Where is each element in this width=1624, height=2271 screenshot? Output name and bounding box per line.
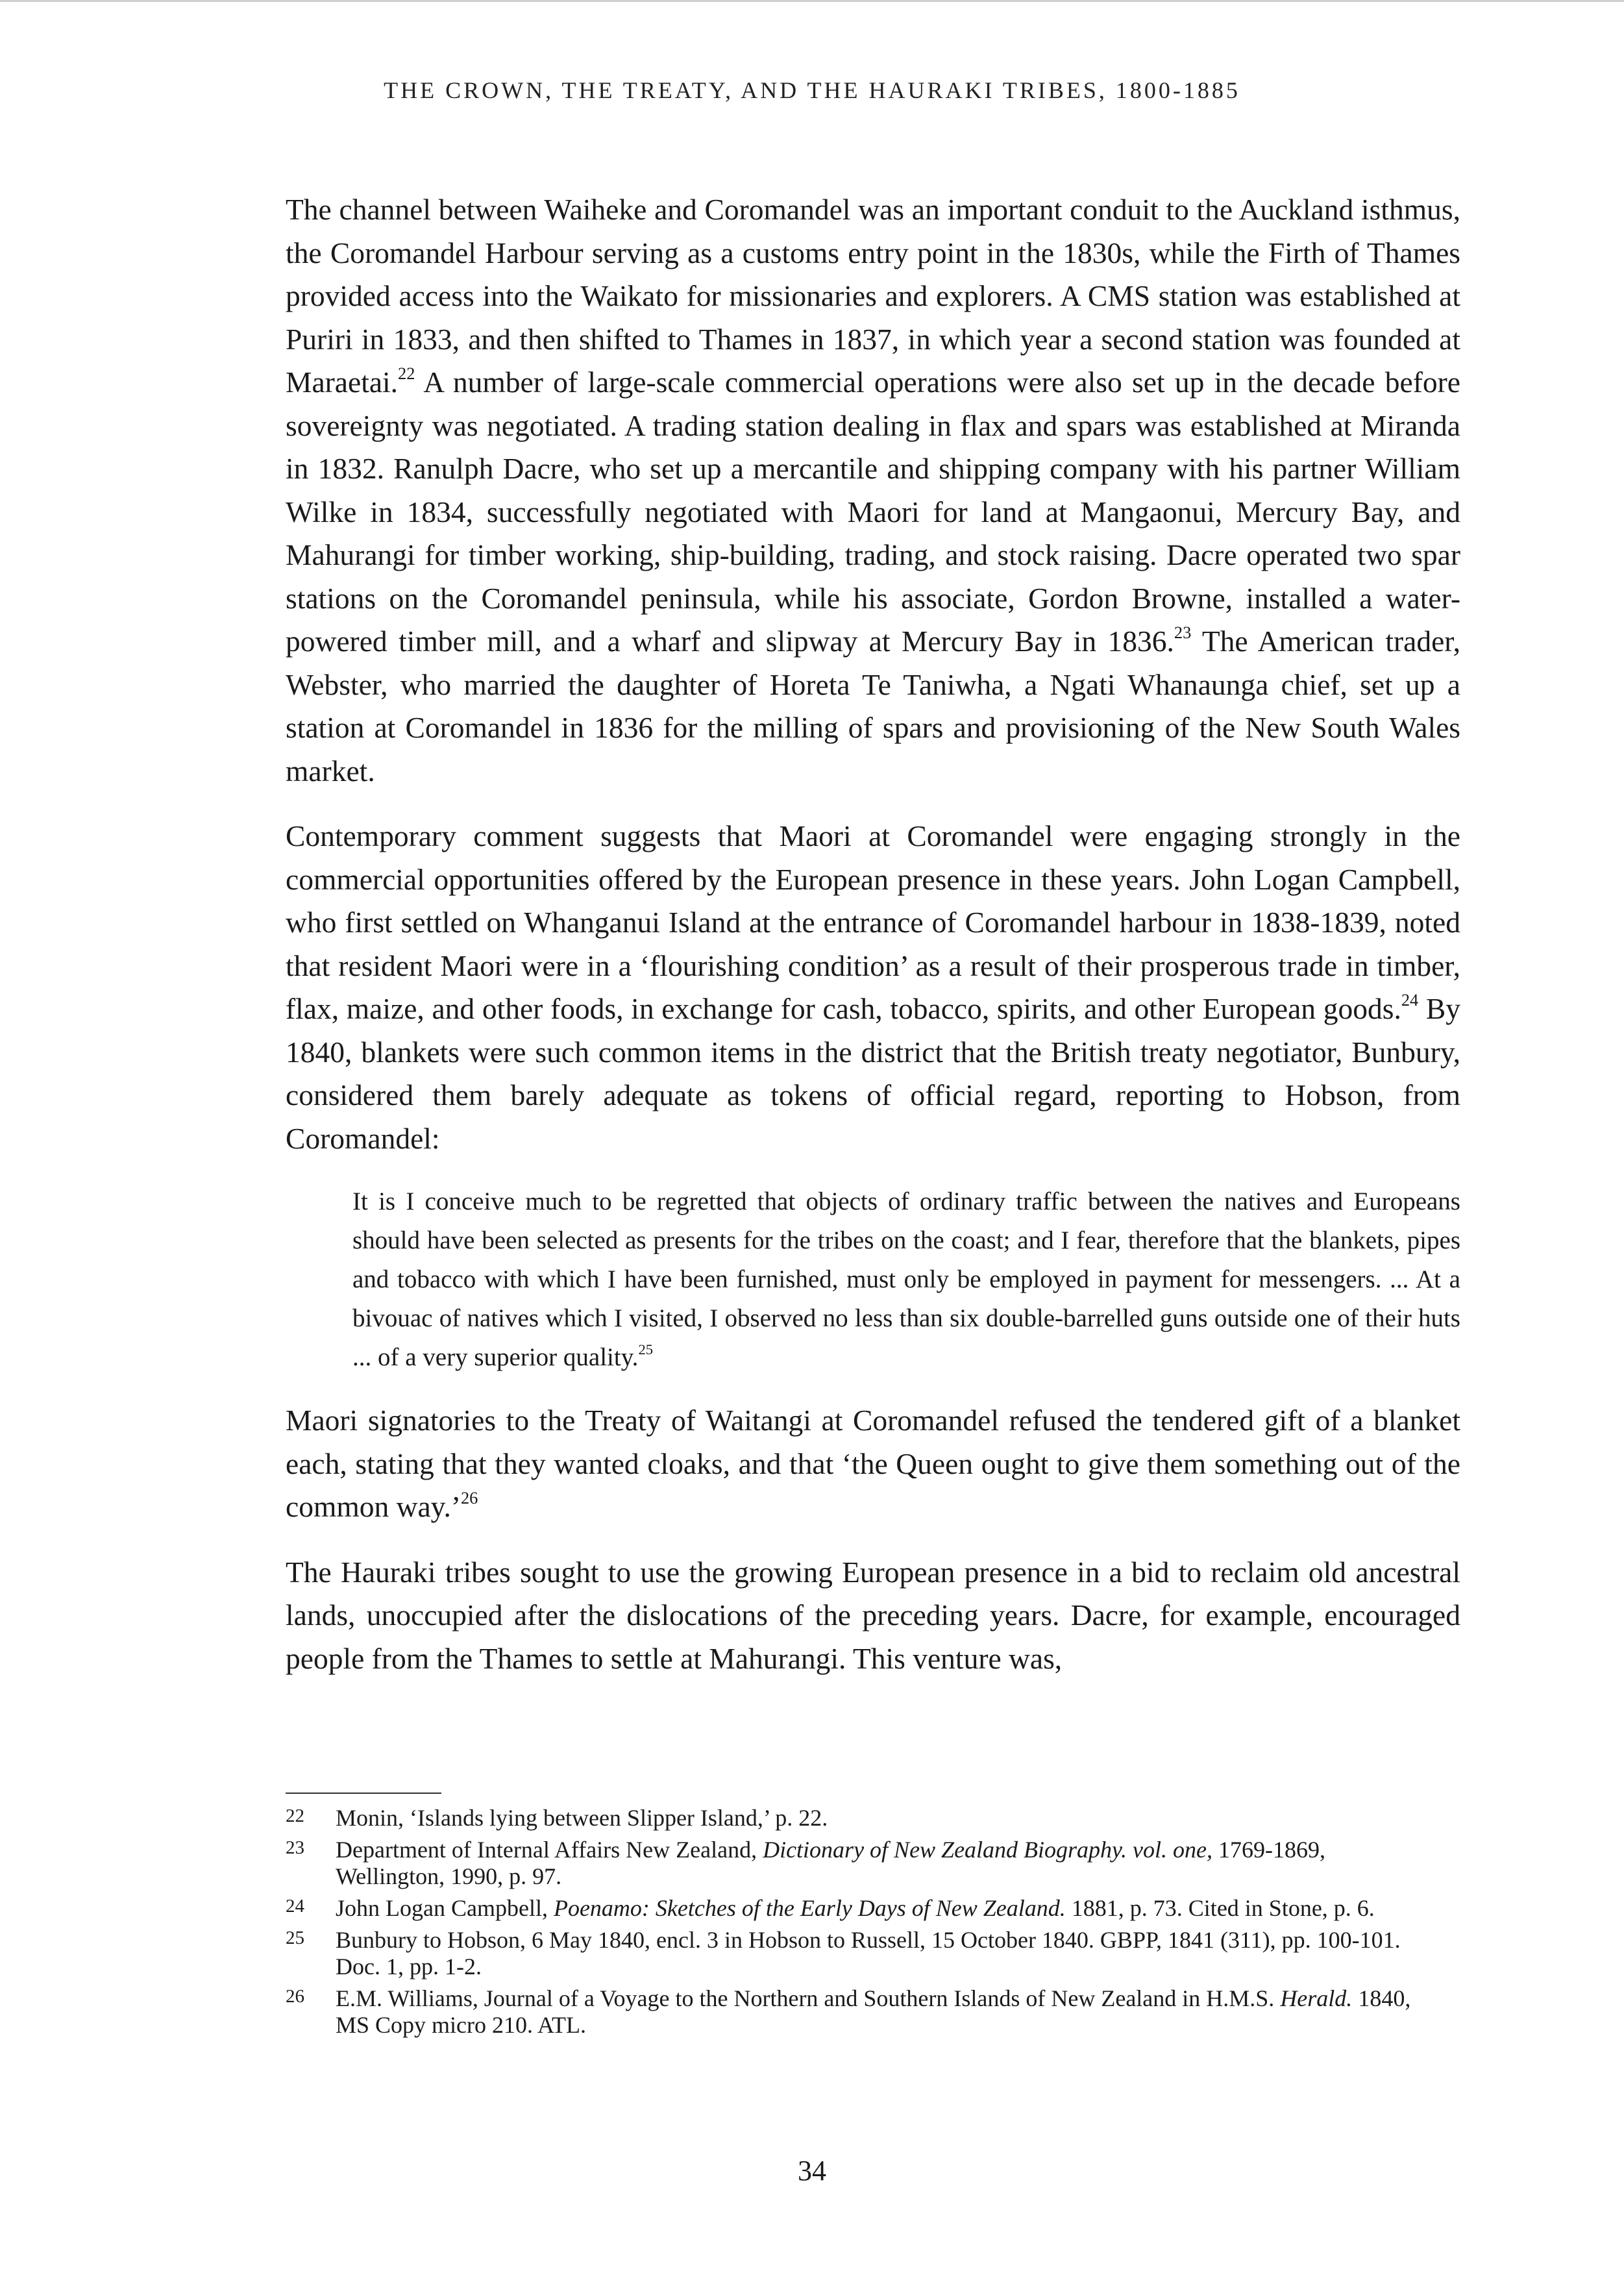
footnote-ref[interactable]: 22 [398,364,415,384]
footnote-number: 23 [286,1837,304,1858]
footnote-text-part: 1769-1869, Wellington, 1990, p. 97. [336,1837,1326,1889]
footnote-text: Bunbury to Hobson, 6 May 1840, encl. 3 in Hobson to Russell, 15 October 1840. GBPP, 1841 (311), pp. 100-101. Doc. 1, pp. 1-2. [336,1927,1401,1979]
footnote-text-part: E.M. Williams, Journal of a Voyage to the Northern and Southern Islands of New Zealand in H.M.S. [336,1985,1281,2011]
footnote-title: Poenamo: Sketches of the Early Days of New Zealand. [553,1895,1066,1921]
footnote-text-part: John Logan Campbell, [336,1895,554,1921]
footnote-22 [286,1805,1434,1831]
paragraph-text: By 1840, blankets were such common items in the district that the British treaty negotiator, Bunbury, considered them barely adequate as tokens of official regard, reporting to Hobson, from Coromandel: [286,992,1460,1155]
paragraph-text: The American trader, Webster, who married the daughter of Horeta Te Taniwha, a Ngati Whanaunga chief, set up a station at Coromandel in 1836 for the milling of spars and provisioning of the New South Wales market. [286,625,1460,788]
paragraph-3 [286,1399,1460,1529]
footnote-text-part: 1881, p. 73. Cited in Stone, p. 6. [1065,1895,1375,1921]
footnote-title: Dictionary of New Zealand Biography. vol. one, [763,1837,1213,1863]
running-head: THE CROWN, THE TREATY, AND THE HAURAKI TRIBES, 1800-1885 [384,77,1240,103]
footnote-text-part: 1840, MS Copy micro 210. ATL. [336,1985,1411,2038]
block-quote [352,1182,1460,1377]
paragraph-1 [286,188,1460,793]
footnote-number: 24 [286,1896,304,1917]
footnote-number: 22 [286,1806,304,1826]
footnote-23 [286,1837,1434,1890]
paragraph-2 [286,815,1460,1160]
paragraph-text: A number of large-scale commercial operations were also set up in the decade before sovereignty was negotiated. A trading station dealing in flax and spars was established at Miranda in 1832. Ranulph Dacre, who set up a mercantile and shipping company with his partner William Wilke in 1834, successfully negotiated with Maori for land at Mangaonui, Mercury Bay, and Mahurangi for timber working, ship-building, trading, and stock raising. Dacre operated two spar stations on the Coromandel peninsula, while his associate, Gordon Browne, installed a water-powered timber mill, and a wharf and slipway at Mercury Bay in 1836. [286,366,1460,658]
footnote-text [336,1837,1434,1890]
footnote-number: 25 [286,1928,304,1948]
paragraph-text: Maori signatories to the Treaty of Waitangi at Coromandel refused the tendered gift of a blanket each, stating that they wanted cloaks, and that ‘the Queen ought to give them something out of the common way.’ [286,1404,1460,1523]
body-text [286,188,1460,1702]
page-number: 34 [798,2155,826,2187]
footnote-text [336,1985,1434,2039]
paragraph-text: Contemporary comment suggests that Maori at Coromandel were engaging strongly in the commercial opportunities offered by the European presence in these years. John Logan Campbell, who first settled on Whanganui Island at the entrance of Coromandel harbour in 1838-1839, noted that resident Maori were in a ‘flourishing condition’ as a result of their prosperous trade in timber, flax, maize, and other foods, in exchange for cash, tobacco, spirits, and other European goods. [286,819,1460,1025]
footnote-text [336,1895,1434,1922]
quote-text: It is I conceive much to be regretted that objects of ordinary traffic between the natives and Europeans should have been selected as presents for the tribes on the coast; and I fear, therefore that the blankets, pipes and tobacco with which I have been furnished, must only be employed in payment for messengers. ... At a bivouac of natives which I visited, I observed no less than six double-barrelled guns outside one of their huts ... of a very superior quality. [352,1187,1460,1371]
footnotes [286,1805,1434,2044]
footnote-title: Herald. [1280,1985,1353,2011]
footnote-26 [286,1985,1434,2039]
footnote-ref[interactable]: 25 [638,1341,654,1358]
footnote-text: Monin, ‘Islands lying between Slipper Island,’ p. 22. [336,1805,828,1831]
footnote-24 [286,1895,1434,1922]
footnote-ref[interactable]: 23 [1174,623,1192,643]
footnote-ref[interactable]: 26 [460,1488,478,1508]
footnote-number: 26 [286,1986,304,2007]
paragraph-4 [286,1551,1460,1681]
top-rule [0,0,1624,2]
paragraph-text: The channel between Waiheke and Coromandel was an important conduit to the Auckland isthmus, the Coromandel Harbour serving as a customs entry point in the 1830s, while the Firth of Thames provided access into the Waikato for missionaries and explorers. A CMS station was established at Puriri in 1833, and then shifted to Thames in 1837, in which year a second station was founded at Maraetai. [286,193,1460,399]
footnote-ref[interactable]: 24 [1401,990,1419,1010]
footnote-25 [286,1927,1434,1980]
paragraph-text: The Hauraki tribes sought to use the growing European presence in a bid to reclaim old ancestral lands, unoccupied after the dislocations of the preceding years. Dacre, for example, encouraged people from the Thames to settle at Mahurangi. This venture was, [286,1555,1460,1675]
footnote-text-part: Department of Internal Affairs New Zealand, [336,1837,763,1863]
footnote-rule [286,1793,441,1794]
